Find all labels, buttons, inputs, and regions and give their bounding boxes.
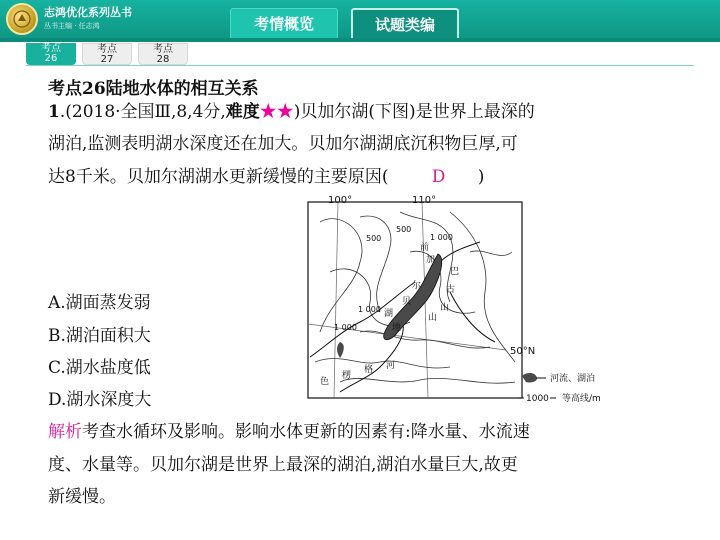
legend-river-lake-label: 河流、湖泊 xyxy=(550,374,596,384)
contour-label: 500 xyxy=(396,225,412,234)
place-char: 前 xyxy=(420,243,430,253)
subtab-label: 考点 xyxy=(97,44,117,55)
difficulty-stars-icon: ★★ xyxy=(259,102,294,122)
explanation-line-1 xyxy=(48,421,530,443)
explanation-text-1: 考查水循环及影响。影响水体更新的因素有:降水量、水流速 xyxy=(82,422,530,442)
question-number: 1 xyxy=(48,102,60,122)
contour-label: 1 000 xyxy=(334,323,357,332)
tab-overview[interactable]: 考情概览 xyxy=(230,8,338,38)
subtab-topic-26[interactable] xyxy=(26,43,76,65)
place-char: 加 xyxy=(426,255,436,265)
explanation-line-3: 新缓慢。 xyxy=(48,487,116,507)
place-char: 格 xyxy=(364,365,374,375)
contour-label: 1 000 xyxy=(358,305,381,314)
question-line-3 xyxy=(48,166,484,188)
explanation-label: 解析 xyxy=(48,422,82,442)
map-legend xyxy=(518,372,601,402)
place-char: 贝 xyxy=(402,297,412,307)
place-char: 地 xyxy=(392,323,402,333)
question-text-1: )贝加尔湖(下图)是世界上最深的 xyxy=(293,102,535,122)
place-char: 山 xyxy=(428,313,438,323)
option-d: D.湖水深度大 xyxy=(48,390,152,410)
question-line-2: 湖泊,监测表明湖水深度还在加大。贝加尔湖湖底沉积物巨厚,可 xyxy=(48,134,518,154)
place-char: 古 xyxy=(446,285,456,295)
subtab-topic-27[interactable] xyxy=(82,43,132,65)
option-a: A.湖面蒸发弱 xyxy=(48,293,151,313)
place-char: 楞 xyxy=(342,371,352,381)
contour-label: 500 xyxy=(366,234,382,243)
legend-contour-label: 等高线/m xyxy=(562,394,601,402)
subtab-divider xyxy=(26,65,694,66)
option-c: C.湖水盐度低 xyxy=(48,358,151,378)
contour-label: 1 000 xyxy=(430,233,453,242)
subtab-number: 27 xyxy=(100,54,114,65)
place-char: 河 xyxy=(386,361,396,371)
place-char: 巴 xyxy=(450,267,460,277)
subtab-label: 考点 xyxy=(41,43,61,54)
lat-label-50n: 50°N xyxy=(510,346,536,357)
question-text-3: 达8千米。贝加尔湖湖水更新缓慢的主要原因( xyxy=(48,167,389,187)
answer-text: D xyxy=(431,167,446,187)
question-close-paren: ) xyxy=(477,167,485,187)
subtab-topic-28[interactable] xyxy=(138,43,188,65)
brand-logo-icon xyxy=(6,3,38,35)
lon-label-110: 110° xyxy=(412,195,437,206)
baikal-map xyxy=(300,192,665,402)
section-title: 考点26陆地水体的相互关系 xyxy=(48,79,259,99)
subtab-label: 考点 xyxy=(153,44,173,55)
brand-subtitle: 丛书主编 · 任志鸿 xyxy=(44,22,100,30)
explanation-line-2: 度、水量等。贝加尔湖是世界上最深的湖泊,湖泊水量巨大,故更 xyxy=(48,455,518,475)
place-char: 尔 xyxy=(412,281,422,291)
subtab-number: 28 xyxy=(156,54,170,65)
lon-label-100: 100° xyxy=(328,195,353,206)
question-source: .(2018·全国Ⅲ,8,4分, xyxy=(59,102,226,122)
place-char: 湖 xyxy=(384,309,394,319)
subtab-number: 26 xyxy=(44,53,58,64)
brand-title: 志鸿优化系列丛书 xyxy=(44,6,132,19)
legend-river-lake-icon xyxy=(522,373,537,383)
header-divider xyxy=(0,38,720,42)
option-b: B.湖泊面积大 xyxy=(48,326,151,346)
place-char: 山 xyxy=(440,303,450,313)
legend-contour-value: 1000 xyxy=(526,394,549,402)
place-char: 色 xyxy=(320,377,330,387)
question-line-1 xyxy=(48,101,535,123)
tab-question-bank[interactable]: 试题类编 xyxy=(351,8,459,38)
difficulty-label: 难度 xyxy=(225,102,260,122)
